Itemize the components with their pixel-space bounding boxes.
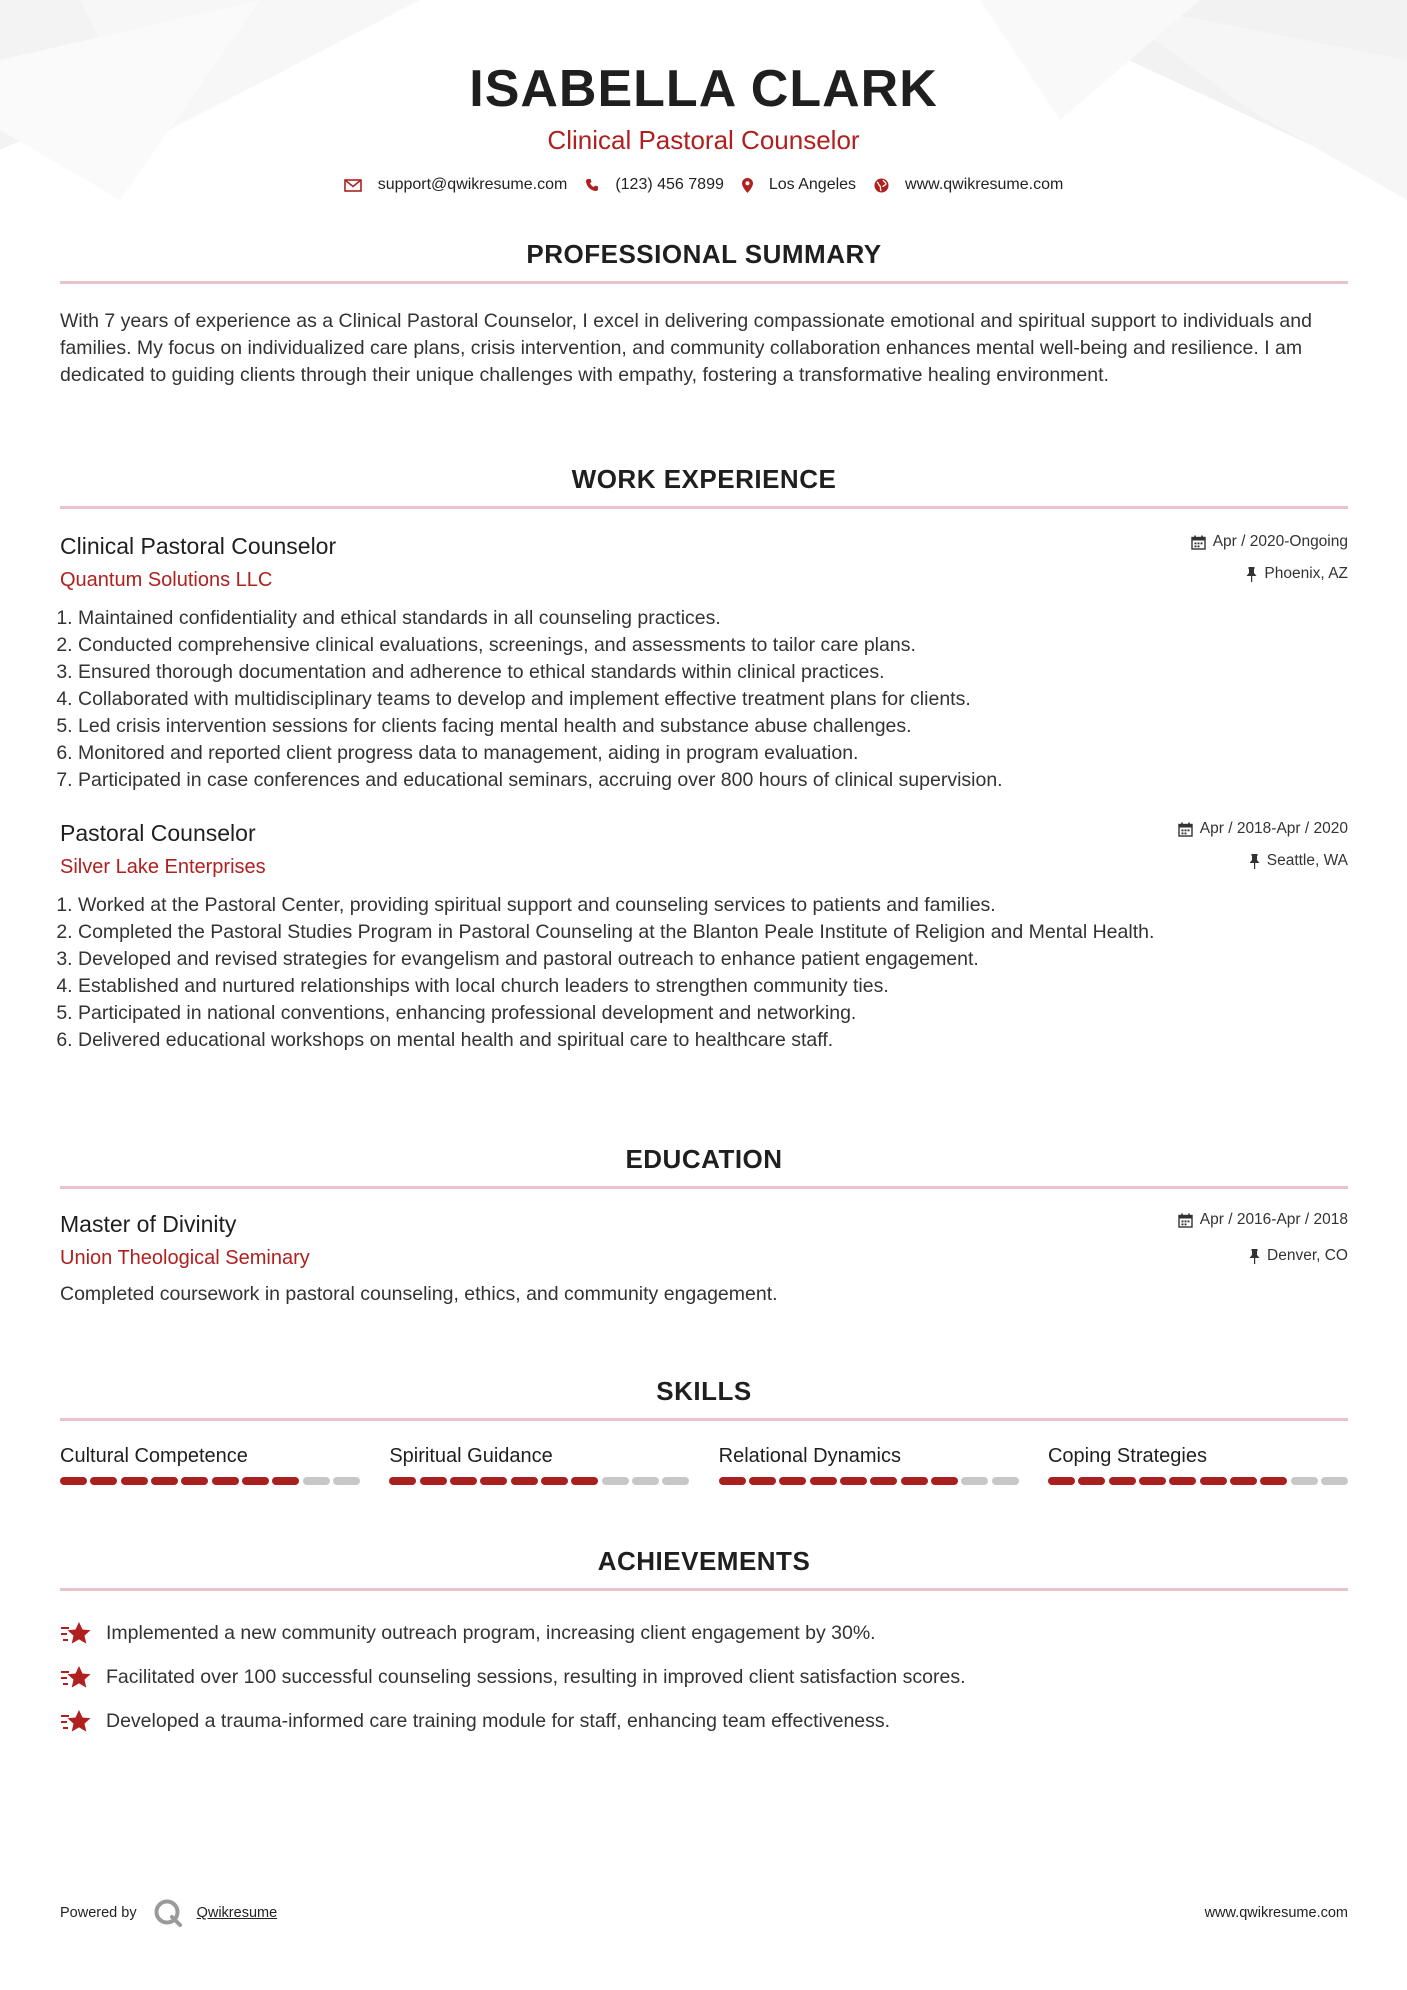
skill-segment-filled (1109, 1477, 1136, 1485)
skill-segment-filled (389, 1477, 416, 1485)
summary-text: With 7 years of experience as a Clinical Pastoral Counselor, I excel in delivering compassionate emotional and spiritual support to individuals and families. My focus on individualized care plans, crisis intervention, and community collaboration enhances mental well-being and resilience. I am dedicated to guiding clients through their unique challenges with empathy, fostering a transformative healing environment. (60, 310, 1312, 386)
resume-header (0, 0, 1407, 194)
skill-segment-filled (901, 1477, 928, 1485)
job-title: Clinical Pastoral Counselor (60, 533, 337, 559)
skill-level-bar (60, 1477, 360, 1485)
skill-segment-filled (749, 1477, 776, 1485)
skill-segment-empty (992, 1477, 1019, 1485)
job-entry (60, 818, 1348, 1054)
achievements-list (60, 1611, 1348, 1743)
skill-level-bar (389, 1477, 689, 1485)
powered-by-label: Powered by (60, 1905, 137, 1921)
achievement-item (60, 1611, 1348, 1655)
skill-name: Relational Dynamics (718, 1445, 901, 1467)
job-bullet: 7. Participated in case conferences and educational seminars, accruing over 800 hours of clinical supervision. (78, 767, 1348, 794)
candidate-title: Clinical Pastoral Counselor (547, 125, 860, 155)
job-bullet: 5. Participated in national conventions, enhancing professional development and networking. (78, 1000, 1348, 1027)
skill-segment-filled (1260, 1477, 1287, 1485)
skill-segment-filled (810, 1477, 837, 1485)
skill-name: Spiritual Guidance (389, 1445, 553, 1467)
skill-segment-filled (541, 1477, 568, 1485)
achievement-item (60, 1655, 1348, 1699)
skill-item (389, 1443, 689, 1485)
contact-bar (0, 176, 1407, 194)
education-location: Denver, CO (1267, 1247, 1348, 1264)
section-divider (60, 281, 1348, 284)
skill-segment-empty (961, 1477, 988, 1485)
map-pin-icon (742, 178, 753, 193)
skill-segment-filled (1078, 1477, 1105, 1485)
skill-segment-filled (571, 1477, 598, 1485)
skill-segment-filled (840, 1477, 867, 1485)
skill-segment-filled (151, 1477, 178, 1485)
job-bullet: 6. Delivered educational workshops on mental health and spiritual care to healthcare staff. (78, 1027, 1348, 1054)
company-name: Quantum Solutions LLC (60, 569, 273, 591)
calendar-icon (1178, 1213, 1193, 1228)
experience-heading: WORK EXPERIENCE (571, 464, 837, 494)
job-bullet: 1. Maintained confidentiality and ethical standards in all counseling practices. (78, 605, 1348, 632)
skill-segment-filled (450, 1477, 477, 1485)
skill-segment-empty (632, 1477, 659, 1485)
qwikresume-logo-icon (153, 1898, 183, 1928)
job-bullet-list (60, 605, 1348, 794)
achievements-heading: ACHIEVEMENTS (597, 1546, 811, 1576)
page-footer (60, 1898, 1348, 1928)
degree-name: Master of Divinity (60, 1211, 237, 1237)
job-entry (60, 531, 1348, 794)
skill-item (60, 1443, 360, 1485)
job-bullet: 4. Collaborated with multidisciplinary teams to develop and implement effective treatment plans for clients. (78, 686, 1348, 713)
job-bullet: 4. Established and nurtured relationships with local church leaders to strengthen community ties. (78, 973, 1348, 1000)
calendar-icon (1178, 822, 1193, 837)
skill-segment-filled (1200, 1477, 1227, 1485)
company-name: Silver Lake Enterprises (60, 856, 266, 878)
envelope-icon (344, 179, 362, 192)
skills-heading: SKILLS (656, 1376, 752, 1406)
skill-level-bar (719, 1477, 1019, 1485)
skill-segment-empty (1321, 1477, 1348, 1485)
skill-segment-filled (480, 1477, 507, 1485)
star-icon (60, 1708, 92, 1734)
achievement-text: Developed a trauma-informed care training module for staff, enhancing team effectiveness. (106, 1709, 891, 1732)
skill-segment-empty (602, 1477, 629, 1485)
school-name: Union Theological Seminary (60, 1247, 310, 1269)
job-bullet: 3. Ensured thorough documentation and adherence to ethical standards within clinical practices. (78, 659, 1348, 686)
skill-segment-filled (121, 1477, 148, 1485)
skill-segment-filled (242, 1477, 269, 1485)
contact-website-text: www.qwikresume.com (905, 176, 1064, 193)
job-dates: Apr / 2020-Ongoing (1212, 533, 1348, 550)
phone-icon (585, 178, 599, 192)
skill-segment-empty (333, 1477, 360, 1485)
education-heading: EDUCATION (625, 1144, 783, 1174)
calendar-icon (1191, 535, 1206, 550)
footer-website[interactable]: www.qwikresume.com (1204, 1905, 1348, 1921)
job-bullet: 3. Developed and revised strategies for evangelism and pastoral outreach to enhance patient engagement. (78, 946, 1348, 973)
job-location: Phoenix, AZ (1264, 565, 1348, 582)
skill-level-bar (1048, 1477, 1348, 1485)
achievement-text: Implemented a new community outreach program, increasing client engagement by 30%. (106, 1621, 876, 1644)
skill-segment-filled (212, 1477, 239, 1485)
pushpin-icon (1249, 1249, 1260, 1264)
skill-item (719, 1443, 1019, 1485)
globe-icon (874, 178, 889, 193)
skill-segment-empty (1291, 1477, 1318, 1485)
skill-segment-filled (1230, 1477, 1257, 1485)
education-description: Completed coursework in pastoral counseling, ethics, and community engagement. (60, 1283, 778, 1305)
qwikresume-link[interactable]: Qwikresume (196, 1905, 278, 1921)
pushpin-icon (1249, 854, 1260, 869)
achievement-item (60, 1699, 1348, 1743)
skill-segment-empty (662, 1477, 689, 1485)
skill-segment-filled (420, 1477, 447, 1485)
job-title: Pastoral Counselor (60, 820, 256, 846)
contact-email-text: support@qwikresume.com (377, 176, 568, 193)
education-section (60, 1142, 1348, 1308)
skill-segment-filled (719, 1477, 746, 1485)
section-divider (60, 1418, 1348, 1421)
skill-segment-empty (303, 1477, 330, 1485)
section-divider (60, 506, 1348, 509)
skills-section (60, 1374, 1348, 1485)
skill-segment-filled (1139, 1477, 1166, 1485)
section-divider (60, 1588, 1348, 1591)
skill-name: Coping Strategies (1047, 1445, 1207, 1467)
skill-segment-filled (931, 1477, 958, 1485)
job-bullet: 1. Worked at the Pastoral Center, providing spiritual support and counseling services to patients and families. (78, 892, 1348, 919)
contact-location-text: Los Angeles (768, 176, 857, 193)
skill-segment-filled (90, 1477, 117, 1485)
skill-segment-filled (1048, 1477, 1075, 1485)
contact-location (742, 176, 856, 194)
contact-phone-text: (123) 456 7899 (615, 176, 724, 193)
skill-segment-filled (870, 1477, 897, 1485)
summary-heading: PROFESSIONAL SUMMARY (526, 239, 882, 269)
job-bullet: 6. Monitored and reported client progress data to management, aiding in program evaluation. (78, 740, 1348, 767)
skill-name: Cultural Competence (60, 1445, 248, 1467)
skill-segment-filled (181, 1477, 208, 1485)
job-bullet-list (60, 892, 1348, 1054)
skill-segment-filled (511, 1477, 538, 1485)
skills-row (60, 1443, 1348, 1485)
section-divider (60, 1186, 1348, 1189)
contact-website[interactable] (874, 176, 1063, 194)
star-icon (60, 1664, 92, 1690)
contact-email[interactable] (344, 176, 568, 194)
job-bullet: 5. Led crisis intervention sessions for clients facing mental health and substance abuse challenges. (78, 713, 1348, 740)
experience-section (60, 462, 1348, 1054)
skill-segment-filled (60, 1477, 87, 1485)
achievement-text: Facilitated over 100 successful counseling sessions, resulting in improved client satisfaction scores. (106, 1665, 966, 1688)
job-location: Seattle, WA (1266, 852, 1348, 869)
skill-segment-filled (779, 1477, 806, 1485)
education-entry (60, 1209, 1348, 1308)
powered-by (60, 1898, 277, 1928)
skill-segment-filled (1169, 1477, 1196, 1485)
job-bullet: 2. Completed the Pastoral Studies Program in Pastoral Counseling at the Blanton Peale Institute of Religion and Mental Health. (78, 919, 1348, 946)
job-bullet: 2. Conducted comprehensive clinical evaluations, screenings, and assessments to tailor care plans. (78, 632, 1348, 659)
candidate-name: ISABELLA CLARK (469, 60, 938, 118)
achievements-section (60, 1544, 1348, 1743)
education-dates: Apr / 2016-Apr / 2018 (1199, 1211, 1348, 1228)
job-dates: Apr / 2018-Apr / 2020 (1199, 820, 1348, 837)
star-icon (60, 1620, 92, 1646)
skill-segment-filled (272, 1477, 299, 1485)
contact-phone[interactable] (585, 176, 724, 194)
summary-section (60, 237, 1348, 389)
skill-item (1048, 1443, 1348, 1485)
pushpin-icon (1246, 567, 1257, 582)
